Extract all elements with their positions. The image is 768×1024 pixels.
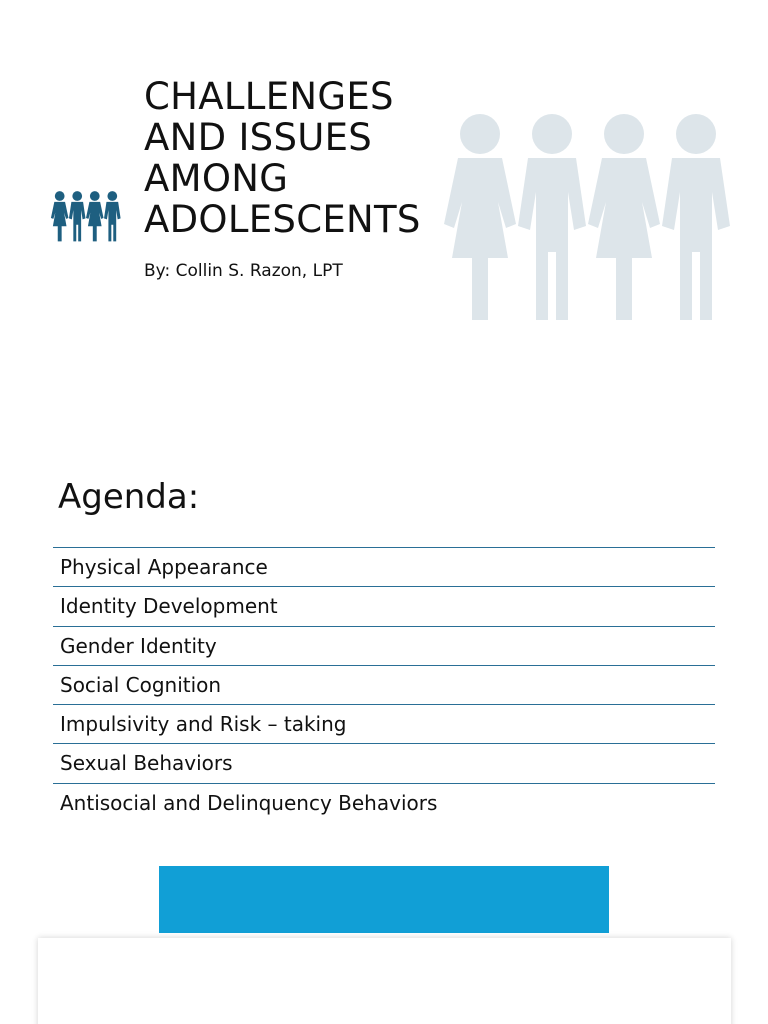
- agenda-title: Agenda:: [58, 477, 200, 517]
- person-figure-icon: [444, 114, 516, 320]
- agenda-item: Physical Appearance: [53, 548, 715, 587]
- title-line: CHALLENGES: [144, 75, 394, 118]
- title-line: ADOLESCENTS: [144, 198, 421, 241]
- next-slide-card: [38, 938, 731, 1024]
- title-line: AMONG: [144, 157, 289, 200]
- blue-banner: [159, 866, 609, 933]
- agenda-item: Sexual Behaviors: [53, 744, 715, 783]
- agenda-item: Impulsivity and Risk – taking: [53, 705, 715, 744]
- title-line: AND ISSUES: [144, 116, 373, 159]
- person-figure-icon: [51, 191, 69, 241]
- people-group-icon: [48, 190, 124, 242]
- cover-slide: [0, 0, 768, 340]
- people-group-icon: [432, 112, 744, 320]
- agenda-item: Gender Identity: [53, 627, 715, 666]
- person-figure-icon: [588, 114, 660, 320]
- author-byline: By: Collin S. Razon, LPT: [144, 261, 343, 281]
- person-figure-icon: [662, 114, 730, 320]
- person-figure-icon: [518, 114, 586, 320]
- agenda-item: Antisocial and Delinquency Behaviors: [60, 790, 438, 815]
- agenda-item: Social Cognition: [53, 666, 715, 705]
- person-figure-icon: [104, 191, 121, 241]
- agenda-list: [53, 547, 715, 823]
- person-figure-icon: [69, 191, 86, 241]
- person-figure-icon: [86, 191, 104, 241]
- slide-title: [144, 76, 444, 240]
- agenda-item: Identity Development: [53, 587, 715, 626]
